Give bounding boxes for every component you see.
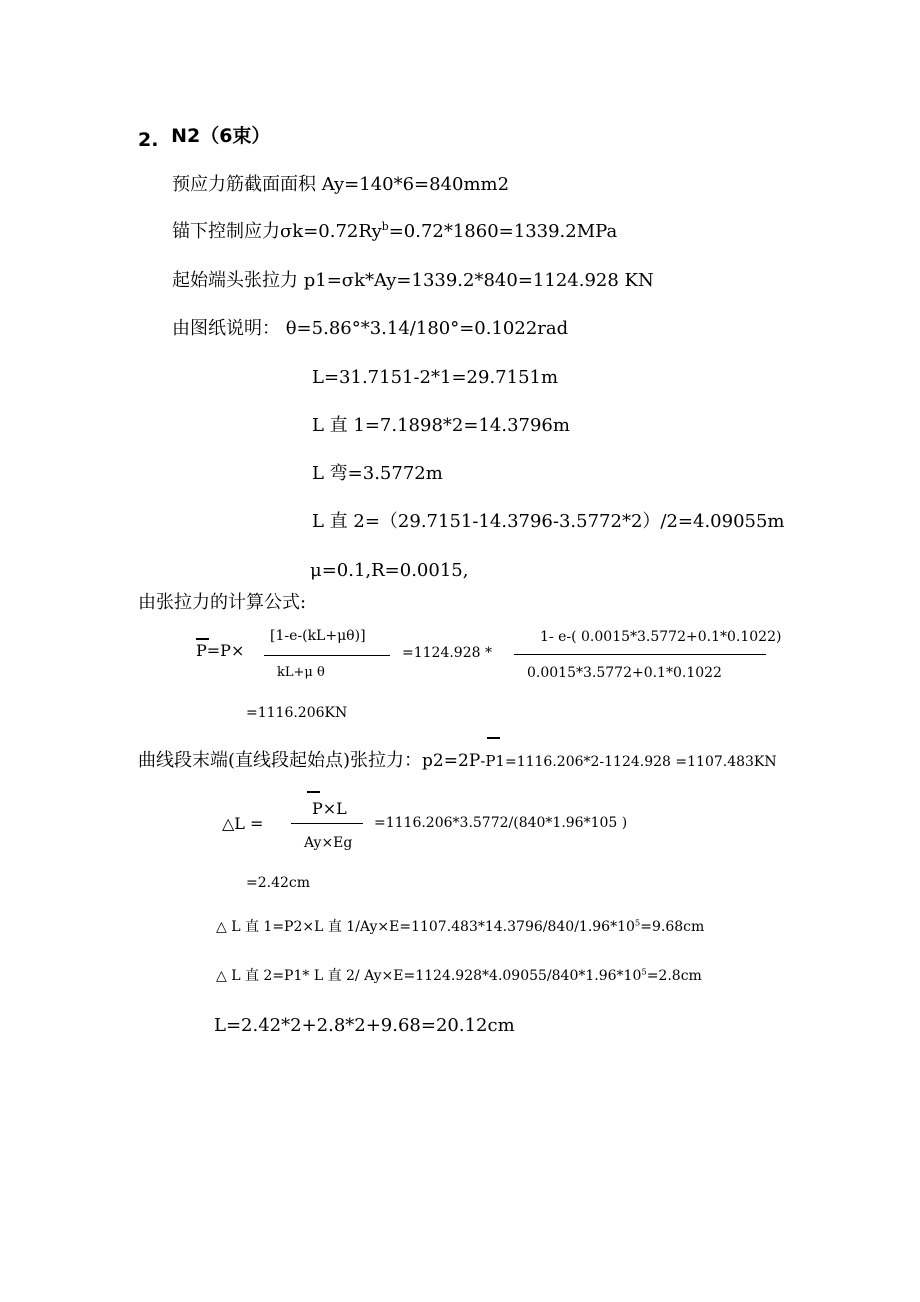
p2-line (138, 752, 777, 770)
fraction-bar-2 (514, 654, 766, 655)
formula-numerator-1: [1-e-(kL+μθ)] (270, 628, 366, 644)
theta-line: 由图纸说明： θ=5.86°*3.14/180°=0.1022rad (172, 318, 569, 339)
elongation-rhs: =1116.206*3.5772/(840*1.96*105 ) (374, 815, 628, 831)
elongation-straight2-sup: 5 (641, 966, 647, 977)
length-straight2-line: L 直 2=（29.7151-14.3796-3.5772*2）/2=4.09055m (312, 511, 785, 532)
elongation-numerator: P×L (312, 799, 347, 818)
control-stress-sup: b (381, 220, 389, 233)
formula-mid: =1124.928 * (402, 645, 492, 661)
length-curve-line: L 弯=3.5772m (312, 463, 443, 484)
elongation-result: =2.42cm (246, 875, 311, 891)
p2-eq-p: P (468, 751, 481, 771)
control-stress-text: 锚下控制应力σk=0.72Ry (172, 221, 382, 242)
elongation-fraction-bar (291, 823, 363, 824)
section-number: 2. (138, 129, 159, 151)
formula-denominator-2: 0.0015*3.5772+0.1*0.1022 (527, 665, 722, 681)
elongation-straight1-sup: 5 (634, 917, 641, 928)
formula-intro-line: 由张拉力的计算公式: (138, 592, 307, 613)
elongation-straight2-line (216, 966, 702, 984)
elongation-straight2-value: =2.8cm (646, 968, 702, 984)
formula-numerator-2: 1- e-( 0.0015*3.5772+0.1*0.1022) (540, 629, 782, 645)
total-elongation-line: L=2.42*2+2.8*2+9.68=20.12cm (214, 1015, 515, 1036)
formula-lhs: P=P× (196, 641, 245, 660)
length-straight1-line: L 直 1=7.1898*2=14.3796m (312, 415, 570, 436)
formula-result: =1116.206KN (246, 705, 348, 721)
elongation-lhs: △L = (222, 814, 264, 833)
section-heading (138, 125, 271, 151)
control-stress-value: =0.72*1860=1339.2MPa (388, 221, 618, 242)
elongation-straight1-line (216, 917, 705, 935)
p2-overbar (487, 737, 500, 739)
control-stress-line (172, 220, 618, 242)
coefficients-line: μ=0.1,R=0.0015, (310, 560, 469, 581)
length-total-line: L=31.7151-2*1=29.7151m (312, 367, 559, 388)
p2-eq-b: -P1 (480, 752, 505, 770)
elongation-straight1-value: =9.68cm (640, 919, 705, 935)
elongation-straight1-text: △ L 直 1=P2×L 直 1/Ay×E=1107.483*14.3796/840/1.96*10 (216, 919, 635, 935)
p2-label: 曲线段末端(直线段起始点)张拉力： (138, 750, 423, 771)
pl-overbar (307, 791, 320, 793)
p1-line: 起始端头张拉力 p1=σk*Ay=1339.2*840=1124.928 KN (172, 270, 654, 291)
formula-denominator-1: kL+μ θ (277, 665, 325, 680)
elongation-denominator: Ay×Eg (304, 835, 353, 851)
p2-eq-a: p2=2 (422, 751, 469, 771)
elongation-straight2-text: △ L 直 2=P1* L 直 2/ Ay×E=1124.928*4.09055/840*1.96*10 (216, 968, 642, 984)
fraction-bar-1 (264, 655, 390, 656)
area-line: 预应力筋截面面积 Ay=140*6=840mm2 (172, 174, 510, 195)
p-overbar (196, 638, 209, 640)
section-title: N2（6束） (171, 125, 271, 147)
p2-calc: =1116.206*2-1124.928 =1107.483KN (504, 754, 777, 770)
